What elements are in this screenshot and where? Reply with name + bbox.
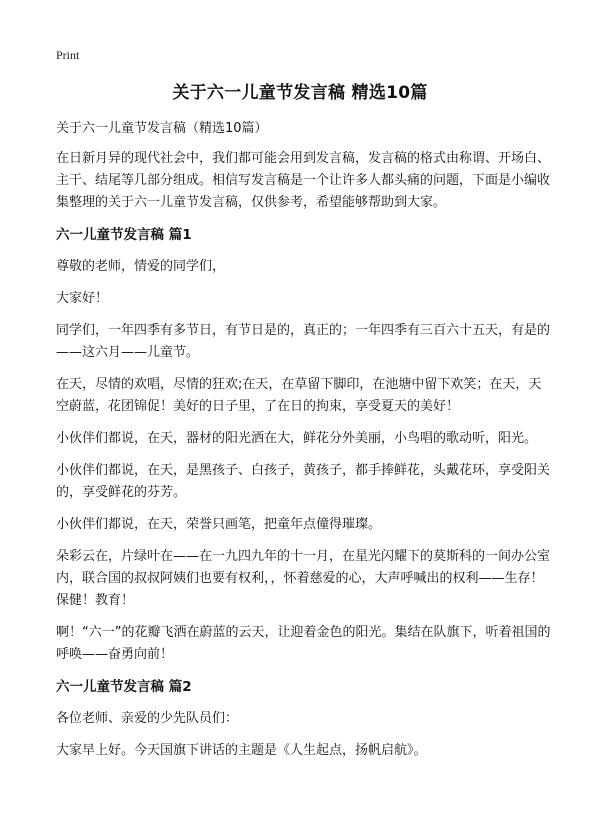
section2-paragraph: 大家早上好。今天国旗下讲话的主题是《人生起点，扬帆启航》。: [56, 743, 427, 758]
section1-paragraph: 啊！“六一”的花瓣飞洒在蔚蓝的云天，让迎着金色的阳光。集结在队旗下，听着祖国的呼唤——奋勇向前！: [56, 625, 551, 662]
section1-paragraph: 小伙伴们都说，在天，器材的阳光洒在大，鲜花分外美丽，小鸟唱的歌动听，阳光。: [56, 431, 538, 446]
document-body: [56, 118, 551, 772]
section1-paragraph: 在天，尽情的欢唱，尽情的狂欢;在天，在草留下脚印，在池塘中留下欢笑；在天，天空蔚蓝，花团锦促！美好的日子里，了在日的拘束，享受夏天的美好！: [56, 377, 542, 414]
section1-paragraph: 小伙伴们都说，在天，是黑孩子、白孩子，黄孩子，都手捧鲜花，头戴花环，享受阳关的，享受鲜花的芬芳。: [56, 463, 551, 500]
section2-paragraph: 各位老师、亲爱的少先队员们：: [56, 711, 239, 726]
section1-paragraph: 大家好！: [56, 291, 109, 306]
section1-paragraph: 朵彩云在，片绿叶在——在一九四九年的十一月，在星光闪耀下的莫斯科的一间办公室内，联合国的叔叔阿姨们也要有权利，，怀着慈爱的心，大声呼喊出的权利——生存！保健！教育！: [56, 549, 551, 608]
section1-paragraph: 小伙伴们都说，在天，荣誉只画笔，把童年点僮得璀璨。: [56, 517, 382, 532]
section1-paragraph: 尊敬的老师，情爱的同学们，: [56, 259, 226, 274]
intro-paragraph: 在日新月异的现代社会中，我们都可能会用到发言稿，发言稿的格式由称谓、开场白、主干、结尾等几部分组成。相信写发言稿是一个让许多人都头痛的问题，下面是小编收集整理的关于六一儿童节发言稿，仅供参考，希望能够帮助到大家。: [56, 151, 551, 210]
section-heading-2: 六一儿童节发言稿 篇2: [56, 679, 192, 695]
document-title: 关于六一儿童节发言稿 精选10篇: [172, 83, 428, 103]
document-subtitle: 关于六一儿童节发言稿（精选10篇）: [56, 121, 268, 136]
print-link[interactable]: Print: [56, 48, 80, 62]
section1-paragraph: 同学们，一年四季有多节日，有节日是的，真正的；一年四季有三百六十五天，有是的——这六月——儿童节。: [56, 323, 551, 360]
section-heading-1: 六一儿童节发言稿 篇1: [56, 227, 192, 243]
